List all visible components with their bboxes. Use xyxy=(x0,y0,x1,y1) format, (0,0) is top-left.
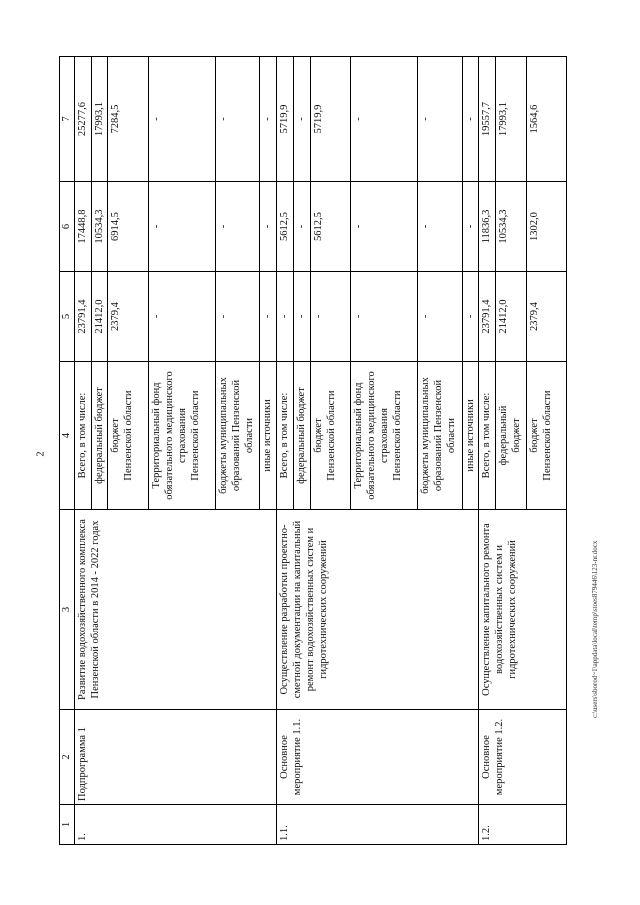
value-cell: 2379,4 xyxy=(108,272,148,362)
source-federal-line2: бюджет xyxy=(511,418,523,453)
source-regional-line2: Пензенской области xyxy=(123,390,135,481)
source-regional-line2: Пензенской области xyxy=(325,390,337,481)
value-cell: - xyxy=(260,272,277,362)
source-federal xyxy=(496,362,527,510)
value-cell: 19557,7 xyxy=(479,57,496,182)
value-cell: - xyxy=(418,272,462,362)
value-cell: 2379,4 xyxy=(526,272,566,362)
source-fund xyxy=(148,362,215,510)
source-fund xyxy=(350,362,417,510)
value-cell: - xyxy=(277,272,294,362)
row-type: Основное мероприятие 1.1. xyxy=(277,710,479,805)
value-cell: 21412,0 xyxy=(496,272,527,362)
value-cell: 5719,9 xyxy=(277,57,294,182)
source-regional xyxy=(310,362,350,510)
row-title: Осуществление разработки проектно-сметной документации на капитальный ремонт водохозяйственных систем и гидротехнических сооружений xyxy=(277,510,479,710)
header-cell: 5 xyxy=(60,272,75,362)
row-number: 1. xyxy=(74,805,276,845)
header-cell: 3 xyxy=(60,510,75,710)
value-cell: - xyxy=(462,272,479,362)
row-type: Подпрограмма 1 xyxy=(74,710,276,805)
source-federal: федеральный бюджет xyxy=(91,362,108,510)
source-other: иные источники xyxy=(260,362,277,510)
value-cell: 10534,3 xyxy=(91,182,108,272)
table-row xyxy=(277,57,294,845)
value-cell: - xyxy=(215,182,259,272)
source-federal: федеральный бюджет xyxy=(293,362,310,510)
value-cell: - xyxy=(293,272,310,362)
value-cell: - xyxy=(418,182,462,272)
value-cell: 21412,0 xyxy=(91,272,108,362)
value-cell: 5612,5 xyxy=(310,182,350,272)
source-other: иные источники xyxy=(462,362,479,510)
header-cell: 7 xyxy=(60,57,75,182)
value-cell: 6914,5 xyxy=(108,182,148,272)
value-cell: - xyxy=(148,272,215,362)
value-cell: - xyxy=(215,57,259,182)
page-number: 2 xyxy=(35,451,47,457)
header-cell: 4 xyxy=(60,362,75,510)
value-cell: - xyxy=(462,182,479,272)
source-federal-line1: федеральный xyxy=(498,405,510,466)
value-cell: - xyxy=(215,272,259,362)
source-regional xyxy=(108,362,148,510)
source-total: Всего, в том числе: xyxy=(479,362,496,510)
value-cell: - xyxy=(350,57,417,182)
row-type: Основное мероприятие 1.2. xyxy=(479,710,567,805)
header-cell: 2 xyxy=(60,710,75,805)
value-cell: - xyxy=(310,272,350,362)
value-cell: - xyxy=(260,182,277,272)
header-row xyxy=(60,57,75,845)
header-cell: 6 xyxy=(60,182,75,272)
value-cell: 17993,1 xyxy=(91,57,108,182)
value-cell: - xyxy=(350,272,417,362)
value-cell: 23791,4 xyxy=(74,272,91,362)
value-cell: 10534,3 xyxy=(496,182,527,272)
source-regional xyxy=(526,362,566,510)
row-number: 1.2. xyxy=(479,805,567,845)
value-cell: - xyxy=(293,57,310,182)
source-regional-line1: бюджет xyxy=(110,418,122,453)
source-regional-line1: бюджет xyxy=(528,418,540,453)
source-fund-line2: Пензенской области xyxy=(189,390,201,481)
source-fund-line1: Территориальный фонд обязательного медицинского страхования xyxy=(352,371,390,500)
value-cell: 1302,0 xyxy=(526,182,566,272)
value-cell: - xyxy=(148,57,215,182)
table-row xyxy=(74,57,91,845)
value-cell: - xyxy=(260,57,277,182)
value-cell: 25277,6 xyxy=(74,57,91,182)
file-path-footer: c:\users\sborod~1\appdata\local\temp\stoes879446\123-nr.docx xyxy=(591,540,599,718)
value-cell: 5612,5 xyxy=(277,182,294,272)
source-fund-line1: Территориальный фонд обязательного медицинского страхования xyxy=(150,371,188,500)
source-fund-line2: Пензенской области xyxy=(391,390,403,481)
value-cell: 1564,6 xyxy=(526,57,566,182)
value-cell: - xyxy=(350,182,417,272)
source-municipal: бюджеты муниципальных образований Пензенской области xyxy=(215,362,259,510)
source-total: Всего, в том числе: xyxy=(74,362,91,510)
source-regional-line2: Пензенской области xyxy=(541,390,553,481)
value-cell: 17993,1 xyxy=(496,57,527,182)
source-regional-line1: бюджет xyxy=(312,418,324,453)
value-cell: 17448,8 xyxy=(74,182,91,272)
table-row xyxy=(479,57,496,845)
value-cell: - xyxy=(148,182,215,272)
value-cell: - xyxy=(418,57,462,182)
value-cell: - xyxy=(293,182,310,272)
program-funding-table xyxy=(59,56,567,845)
value-cell: 11836,3 xyxy=(479,182,496,272)
source-municipal: бюджеты муниципальных образований Пензенской области xyxy=(418,362,462,510)
source-total: Всего, в том числе: xyxy=(277,362,294,510)
row-title: Развитие водохозяйственного комплекса Пензенской области в 2014 - 2022 годах xyxy=(74,510,276,710)
row-title: Осуществление капитального ремонта водохозяйственных систем и гидротехнических сооружений xyxy=(479,510,567,710)
value-cell: 7284,5 xyxy=(108,57,148,182)
row-number: 1.1. xyxy=(277,805,479,845)
header-cell: 1 xyxy=(60,805,75,845)
value-cell: - xyxy=(462,57,479,182)
rotated-page xyxy=(59,57,567,845)
value-cell: 5719,9 xyxy=(310,57,350,182)
value-cell: 23791,4 xyxy=(479,272,496,362)
